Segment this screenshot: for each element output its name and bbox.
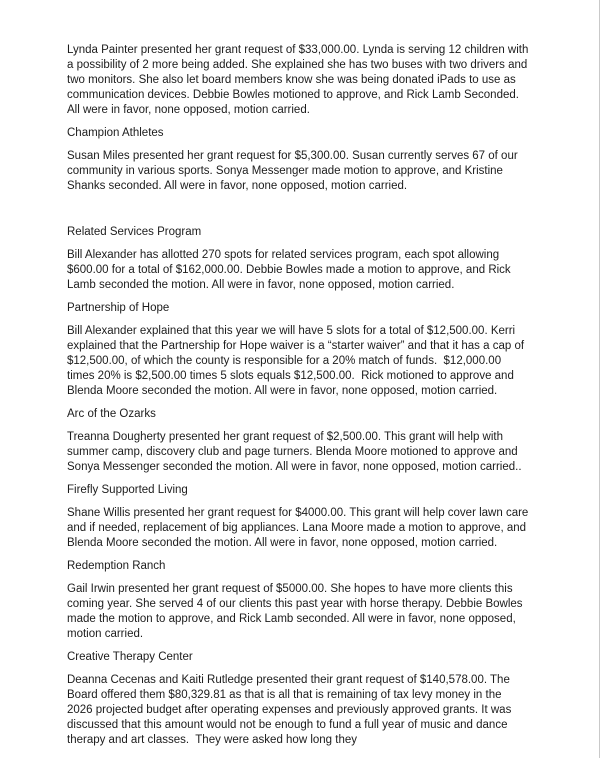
section-heading: Arc of the Ozarks <box>67 408 156 420</box>
section-heading: Related Services Program <box>67 226 202 238</box>
section-heading: Partnership of Hope <box>67 302 170 314</box>
blank-line <box>67 202 529 217</box>
section-heading: Creative Therapy Center <box>67 651 193 663</box>
paragraph: Bill Alexander explained that this year we will have 5 slots for a total of $12,500.00. Kerri explained that the Partnership for Hope waiver is a “starter waiver” and that it has a cap of $12,500.00, of which the county is responsible for a 20% match of funds. $12,000.00 times 20% is $2,500.00 times 5 slots equals $12,500.00. Rick motioned to approve and Blenda Moore seconded the motion. All were in favor, none opposed, motion carried. <box>67 325 528 397</box>
page-edge-line <box>599 0 600 758</box>
paragraph: Bill Alexander has allotted 270 spots for related services program, each spot allowing $600.00 for a total of $162,000.00. Debbie Bowles made a motion to approve, and Rick Lamb seconded the motion. All were in favor, none opposed, motion carried. <box>67 249 514 291</box>
section-heading: Firefly Supported Living <box>67 484 188 496</box>
paragraph: Deanna Cecenas and Kaiti Rutledge presented their grant request of $140,578.00. The Board offered them $80,329.81 as that is all that is remaining of tax levy money in the 2026 projected budget after operating expenses and previously approved grants. It was discussed that this amount would not be enough to fund a full year of music and dance therapy and art classes. They were asked how long they <box>67 674 515 746</box>
document-text-body <box>67 43 532 756</box>
paragraph: Treanna Dougherty presented her grant request of $2,500.00. This grant will help with summer camp, discovery club and page turners. Blenda Moore motioned to approve and Sonya Messenger seconded the motion. All were in favor, none opposed, motion carried.. <box>67 431 522 473</box>
section-heading: Redemption Ranch <box>67 560 166 572</box>
paragraph: Susan Miles presented her grant request for $5,300.00. Susan currently serves 67 of our community in various sports. Sonya Messenger made motion to approve, and Kristine Shanks seconded. All were in favor, none opposed, motion carried. <box>67 150 521 192</box>
paragraph: Lynda Painter presented her grant request of $33,000.00. Lynda is serving 12 children with a possibility of 2 more being added. She explained she has two buses with two drivers and two monitors. She also let board members know she was being donated iPads to use as communication devices. Debbie Bowles motioned to approve, and Rick Lamb Seconded. All were in favor, none opposed, motion carried. <box>67 44 532 116</box>
paragraph: Gail Irwin presented her grant request of $5000.00. She hopes to have more clients this coming year. She served 4 of our clients this past year with horse therapy. Debbie Bowles made the motion to approve, and Rick Lamb seconded. All were in favor, none opposed, motion carried. <box>67 583 526 640</box>
paragraph: Shane Willis presented her grant request for $4000.00. This grant will help cover lawn care and if needed, replacement of big appliances. Lana Moore made a motion to approve, and Blenda Moore seconded the motion. All were in favor, none opposed, motion carried. <box>67 507 532 549</box>
section-heading: Champion Athletes <box>67 127 164 139</box>
